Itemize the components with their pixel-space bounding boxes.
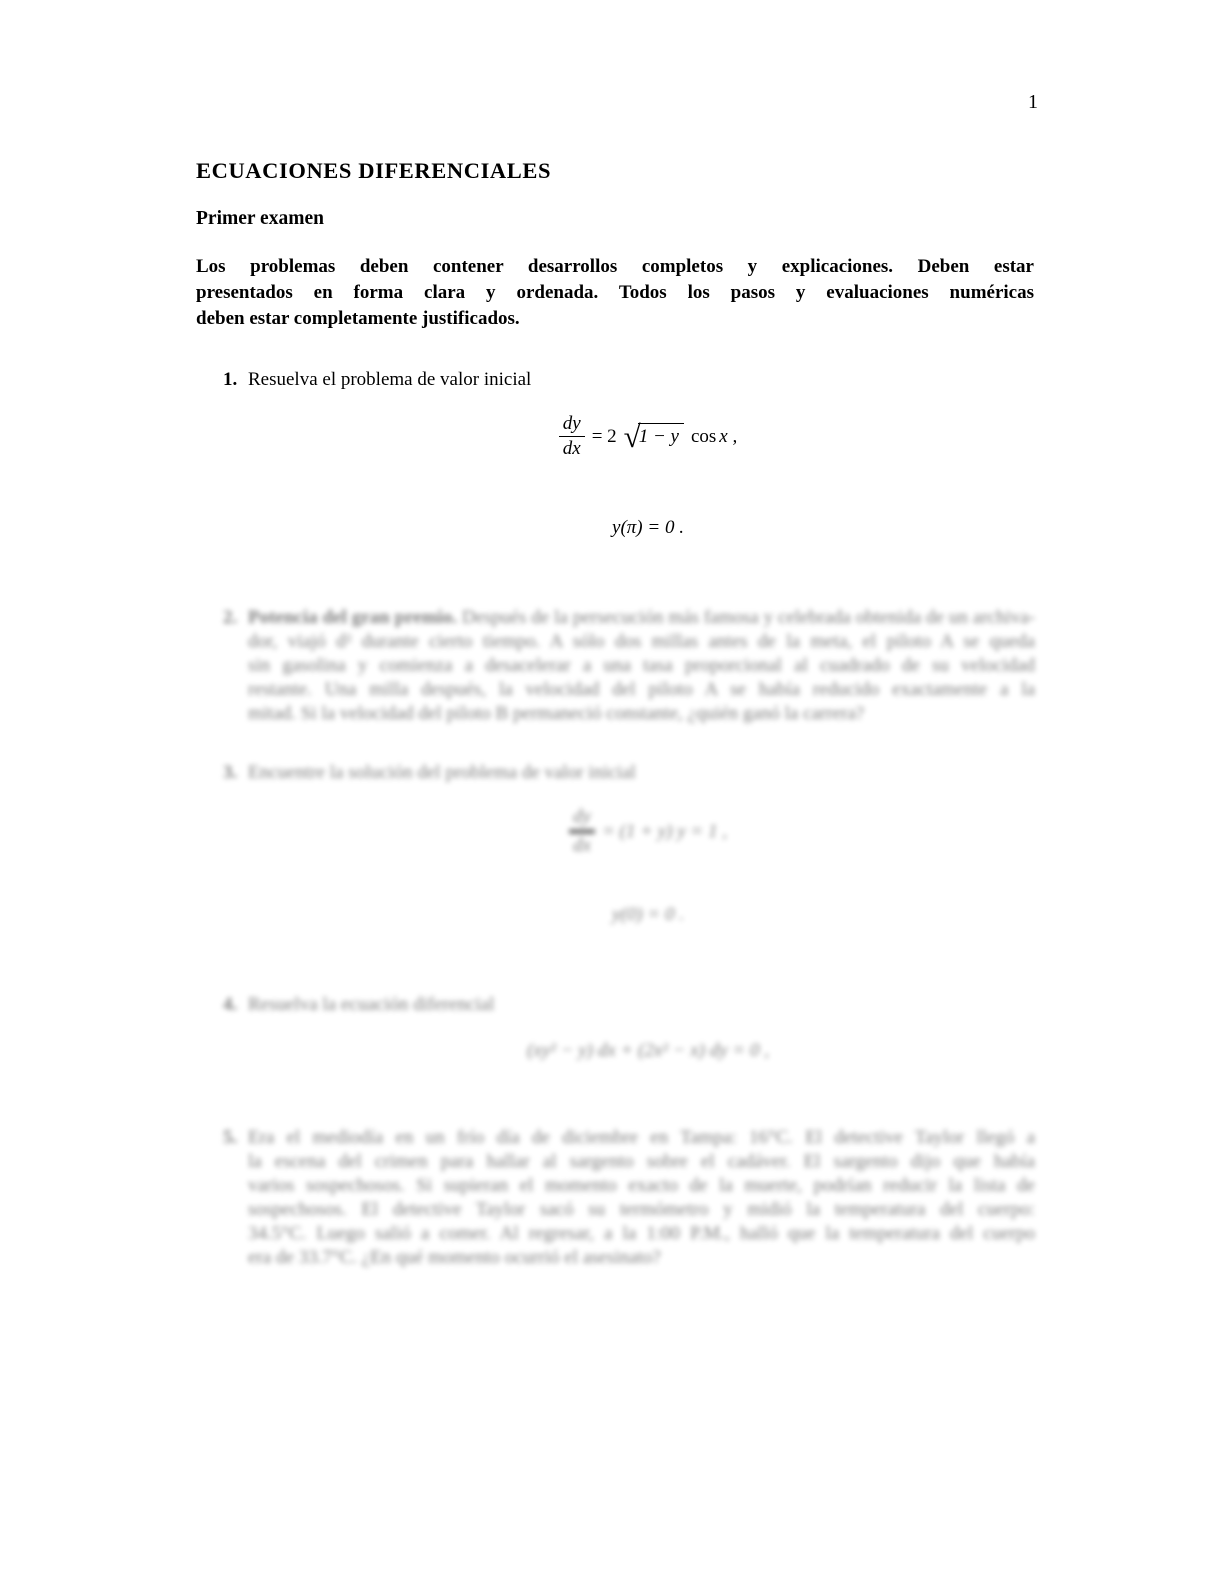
- problem-3-initial-condition-redacted: [228, 904, 1068, 926]
- radical-sign: √: [623, 419, 641, 454]
- radicand: 1 − y: [638, 423, 684, 448]
- problem-4-equation-redacted: [228, 1040, 1068, 1062]
- equation-rhs: = (1 + y) y = 1 ,: [601, 820, 727, 842]
- redacted-text-line: la escena del crimen para hallar al sargento sobre el cadáver. El sargento dijo que había: [248, 1151, 1035, 1172]
- problem-2-redacted: [223, 606, 1035, 726]
- redacted-text-line: Era el mediodía en un frío día de diciembre en Tampa: 16°C. El detective Taylor llegó a: [248, 1127, 1035, 1148]
- redacted-text-line: restante. Una milla después, la velocidad del piloto A se había reducido exactamente a la: [248, 679, 1035, 700]
- instructions-line: presentados en forma clara y ordenada. Todos los pasos y evaluaciones numéricas: [196, 282, 1034, 303]
- redacted-text-line: dor, viajó d² durante cierto tiempo. A sólo dos millas antes de la meta, el piloto A se queda: [248, 631, 1035, 652]
- redacted-text-line: era de 33.7°C. ¿En qué momento ocurrió el asesinato?: [248, 1247, 661, 1268]
- instructions-line: deben estar completamente justificados.: [196, 308, 520, 329]
- instructions-line: Los problemas deben contener desarrollos completos y explicaciones. Deben estar: [196, 256, 1034, 277]
- fraction-denominator: dx: [562, 438, 581, 459]
- problem-1-initial-condition: [228, 517, 1068, 539]
- problem-3-redacted: [223, 761, 1035, 785]
- problem-1-ode-equation: [228, 413, 1068, 460]
- redacted-text-line: Resuelva la ecuación diferencial: [248, 994, 495, 1015]
- redacted-text-line: 34.5°C. Luego salió a comer. Al regresar, a la 1:00 P.M., halló que la temperatura del cuerpo: [248, 1223, 1035, 1244]
- initial-condition-text: y(π) = 0 .: [612, 517, 684, 538]
- page-number: 1: [1028, 91, 1038, 113]
- problem-number: 1.: [223, 369, 238, 390]
- problem-1: [223, 368, 1035, 392]
- initial-condition-text: y(0) = 0 .: [612, 904, 684, 925]
- cosine-function: cos: [690, 425, 717, 447]
- fraction-dy-dx: [559, 413, 585, 460]
- redacted-text: Después de la persecución más famosa y celebrada obtenida de un archiva-: [461, 607, 1035, 628]
- problem-3-ode-equation-redacted: [228, 806, 1068, 857]
- problem-number: 4.: [223, 994, 238, 1015]
- problem-5-redacted: [223, 1126, 1035, 1270]
- exam-subtitle: Primer examen: [196, 208, 324, 229]
- problem-4-redacted: [223, 993, 1035, 1017]
- redacted-text-line: Encuentre la solución del problema de valor inicial: [248, 762, 636, 783]
- problem-number: 2.: [223, 607, 238, 628]
- fraction-dy-dx: [569, 806, 595, 857]
- square-root: [623, 419, 684, 454]
- redacted-text-line: [248, 606, 1035, 630]
- fraction-denominator: dx: [573, 835, 591, 856]
- redacted-text-line: mitad. Si la velocidad del piloto B permaneció constante, ¿quién ganó la carrera?: [248, 703, 865, 724]
- problem-1-text: Resuelva el problema de valor inicial: [248, 369, 532, 390]
- redacted-text-line: varios sospechosos. Si supieran el momento exacto de la muerte, podrían reducir la lista de: [248, 1175, 1035, 1196]
- instructions-paragraph: [196, 254, 1034, 332]
- redacted-text-line: sin gasolina y comienza a desacelerar a una tasa proporcional al cuadrado de su velocidad: [248, 655, 1035, 676]
- document-title: ECUACIONES DIFERENCIALES: [196, 158, 552, 183]
- problem-number: 3.: [223, 762, 238, 783]
- problem-2-bold-intro: Potencia del gran premio.: [248, 607, 458, 628]
- equals-coefficient: = 2: [591, 425, 617, 447]
- problem-number: 5.: [223, 1127, 238, 1148]
- differential-equation-text: (xy² − y) dx + (2x² − x) dy = 0 ,: [526, 1040, 770, 1061]
- cosine-argument: x ,: [719, 425, 738, 447]
- fraction-numerator: dy: [559, 413, 585, 437]
- redacted-text-line: sospechosos. El detective Taylor sacó su termómetro y midió la temperatura del cuerpo:: [248, 1199, 1035, 1220]
- fraction-numerator: dy: [569, 806, 595, 834]
